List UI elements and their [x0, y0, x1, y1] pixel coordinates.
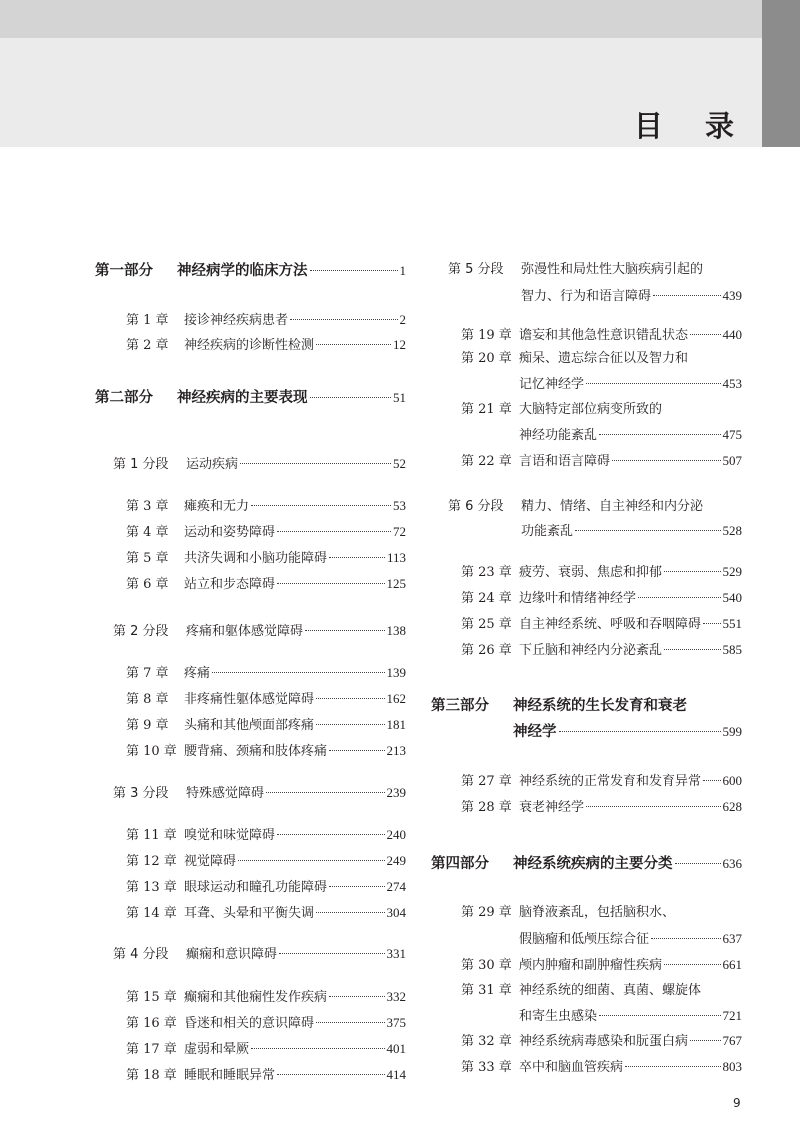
- chapter-entry: [126, 663, 406, 684]
- chapter-title: 自主神经系统、呼吸和吞咽障碍: [519, 617, 702, 632]
- chapter-entry: [461, 797, 742, 818]
- page-ref: 139: [386, 665, 406, 680]
- page-ref: 401: [386, 1041, 406, 1056]
- chapter-label: 第 31 章: [461, 983, 512, 998]
- part-entry: [95, 260, 406, 282]
- dot-leader: [240, 463, 391, 464]
- chapter-label: 第 1 章: [126, 313, 169, 328]
- page-number: 9: [733, 1096, 741, 1110]
- page-ref: 767: [722, 1033, 742, 1048]
- chapter-title: 眼球运动和瞳孔功能障碍: [184, 880, 328, 895]
- dot-leader: [277, 1074, 384, 1075]
- chapter-title: 神经系统的细菌、真菌、螺旋体: [519, 983, 702, 998]
- page-ref: 585: [722, 642, 742, 657]
- section-title: 精力、情绪、自主神经和内分泌: [521, 499, 704, 514]
- chapter-title: 耳聋、头晕和平衡失调: [184, 906, 315, 921]
- dot-leader: [279, 953, 384, 954]
- page-title: 目 录: [633, 109, 750, 143]
- page-ref: 721: [722, 1008, 742, 1023]
- chapter-entry: [519, 1006, 742, 1027]
- chapter-entry: [519, 929, 742, 950]
- chapter-entry: [461, 1057, 742, 1078]
- chapter-title: 神经功能紊乱: [519, 428, 598, 443]
- chapter-label: 第 22 章: [461, 454, 512, 469]
- dot-leader: [266, 792, 384, 793]
- page-ref: 600: [722, 773, 742, 788]
- chapter-title: 疼痛: [184, 666, 211, 681]
- section-entry: [113, 621, 406, 642]
- page-ref: 181: [386, 717, 406, 732]
- dot-leader: [664, 649, 720, 650]
- chapter-title: 神经疾病的诊断性检测: [184, 338, 315, 353]
- chapter-title: 和寄生虫感染: [519, 1009, 598, 1024]
- chapter-title: 言语和语言障碍: [519, 454, 611, 469]
- chapter-title: 神经系统的正常发育和发育异常: [519, 774, 702, 789]
- chapter-entry: [461, 981, 742, 1001]
- chapter-label: 第 10 章: [126, 744, 177, 759]
- chapter-entry: [126, 1065, 406, 1086]
- section-label: 第 2 分段: [113, 624, 169, 639]
- section-entry: [448, 497, 742, 517]
- chapter-entry: [126, 522, 406, 543]
- chapter-title: 疲劳、衰弱、焦虑和抑郁: [519, 565, 663, 580]
- page-ref: 12: [393, 337, 406, 352]
- section-entry: [113, 454, 406, 475]
- dot-leader: [277, 531, 391, 532]
- dot-leader: [329, 996, 384, 997]
- page-ref: 628: [722, 799, 742, 814]
- chapter-title: 癫痫和其他痫性发作疾病: [184, 990, 328, 1005]
- chapter-label: 第 14 章: [126, 906, 177, 921]
- page-ref: 540: [722, 590, 742, 605]
- dot-leader: [316, 698, 384, 699]
- chapter-title: 嗅觉和味觉障碍: [184, 828, 276, 843]
- chapter-entry: [461, 349, 742, 369]
- dot-leader: [310, 397, 392, 398]
- chapter-title: 颅内肿瘤和副肿瘤性疾病: [519, 958, 663, 973]
- chapter-entry: [126, 877, 406, 898]
- page-ref: 332: [386, 989, 406, 1004]
- chapter-title: 运动和姿势障碍: [184, 525, 276, 540]
- chapter-title: 假脑瘤和低颅压综合征: [519, 932, 650, 947]
- chapter-entry: [126, 689, 406, 710]
- chapter-label: 第 16 章: [126, 1016, 177, 1031]
- page-ref: 439: [722, 288, 742, 303]
- dot-leader: [329, 886, 384, 887]
- dot-leader: [290, 319, 397, 320]
- dot-leader: [599, 434, 720, 435]
- chapter-title: 站立和步态障碍: [184, 577, 276, 592]
- page-ref: 113: [386, 550, 406, 565]
- dot-leader: [316, 1022, 384, 1023]
- dot-leader: [238, 860, 384, 861]
- chapter-label: 第 33 章: [461, 1060, 512, 1075]
- page-ref: 414: [386, 1067, 406, 1082]
- chapter-label: 第 20 章: [461, 351, 512, 366]
- chapter-label: 第 8 章: [126, 692, 169, 707]
- page-ref: 551: [722, 616, 742, 631]
- chapter-label: 第 13 章: [126, 880, 177, 895]
- section-title: 弥漫性和局灶性大脑疾病引起的: [521, 262, 704, 277]
- chapter-label: 第 28 章: [461, 800, 512, 815]
- section-label: 第 4 分段: [113, 947, 169, 962]
- dot-leader: [664, 964, 720, 965]
- page-ref: 304: [386, 905, 406, 920]
- chapter-title: 接诊神经疾病患者: [184, 313, 289, 328]
- chapter-entry: [461, 562, 742, 583]
- section-title: 智力、行为和语言障碍: [521, 289, 652, 304]
- chapter-entry: [126, 496, 406, 517]
- chapter-title: 共济失调和小脑功能障碍: [184, 551, 328, 566]
- page-ref: 529: [722, 564, 742, 579]
- chapter-entry: [519, 425, 742, 446]
- chapter-entry: [126, 574, 406, 595]
- chapter-label: 第 26 章: [461, 643, 512, 658]
- page-ref: 475: [722, 427, 742, 442]
- part-entry: [513, 721, 742, 743]
- section-entry: [521, 286, 742, 307]
- page-ref: 240: [386, 827, 406, 842]
- part-title: 神经学: [513, 724, 557, 740]
- page-ref: 162: [386, 691, 406, 706]
- chapter-label: 第 24 章: [461, 591, 512, 606]
- dot-leader: [653, 295, 720, 296]
- part-label: 第二部分: [95, 390, 153, 406]
- chapter-label: 第 18 章: [126, 1068, 177, 1083]
- chapter-title: 睡眠和睡眠异常: [184, 1068, 276, 1083]
- dot-leader: [575, 530, 720, 531]
- chapter-entry: [126, 825, 406, 846]
- chapter-entry: [461, 903, 742, 923]
- chapter-title: 腰背痛、颈痛和肢体疼痛: [184, 744, 328, 759]
- chapter-title: 昏迷和相关的意识障碍: [184, 1016, 315, 1031]
- dot-leader: [329, 557, 385, 558]
- page-ref: 2: [399, 312, 406, 327]
- dot-leader: [316, 912, 384, 913]
- dot-leader: [586, 383, 720, 384]
- part-entry: [431, 695, 742, 717]
- chapter-label: 第 7 章: [126, 666, 169, 681]
- chapter-label: 第 4 章: [126, 525, 169, 540]
- chapter-title: 头痛和其他颅面部疼痛: [184, 718, 315, 733]
- part-label: 第四部分: [431, 856, 489, 872]
- chapter-title: 边缘叶和情绪神经学: [519, 591, 637, 606]
- chapter-label: 第 5 章: [126, 551, 169, 566]
- chapter-title: 痴呆、遗忘综合征以及智力和: [519, 351, 689, 366]
- page-ref: 331: [386, 946, 406, 961]
- page-ref: 239: [386, 785, 406, 800]
- chapter-entry: [461, 588, 742, 609]
- page-ref: 507: [722, 453, 742, 468]
- dot-leader: [675, 863, 721, 864]
- chapter-entry: [126, 741, 406, 762]
- chapter-entry: [461, 1031, 742, 1052]
- dot-leader: [277, 834, 384, 835]
- chapter-label: 第 2 章: [126, 338, 169, 353]
- section-title: 疼痛和躯体感觉障碍: [186, 624, 304, 639]
- dot-leader: [251, 505, 391, 506]
- dot-leader: [586, 806, 720, 807]
- dot-leader: [251, 1048, 384, 1049]
- chapter-title: 神经系统病毒感染和朊蛋白病: [519, 1034, 689, 1049]
- dot-leader: [316, 724, 384, 725]
- dot-leader: [212, 672, 384, 673]
- chapter-label: 第 27 章: [461, 774, 512, 789]
- chapter-entry: [461, 640, 742, 661]
- dot-leader: [625, 1066, 720, 1067]
- chapter-label: 第 12 章: [126, 854, 177, 869]
- section-title: 功能紊乱: [521, 524, 574, 539]
- chapter-entry: [461, 325, 742, 346]
- page-ref: 375: [386, 1015, 406, 1030]
- part-label: 第一部分: [95, 263, 153, 279]
- dot-leader: [277, 583, 384, 584]
- page-ref: 637: [722, 931, 742, 946]
- page-ref: 51: [393, 390, 406, 405]
- chapter-label: 第 3 章: [126, 499, 169, 514]
- chapter-title: 大脑特定部位病变所致的: [519, 402, 663, 417]
- chapter-entry: [519, 374, 742, 395]
- dot-leader: [664, 571, 720, 572]
- chapter-label: 第 25 章: [461, 617, 512, 632]
- chapter-title: 非疼痛性躯体感觉障碍: [184, 692, 315, 707]
- chapter-title: 视觉障碍: [184, 854, 237, 869]
- chapter-entry: [126, 335, 406, 356]
- page-ref: 528: [722, 523, 742, 538]
- page-ref: 1: [399, 263, 406, 278]
- chapter-entry: [461, 955, 742, 976]
- part-title: 神经系统疾病的主要分类: [513, 856, 673, 872]
- page-ref: 138: [386, 623, 406, 638]
- chapter-entry: [126, 715, 406, 736]
- page-ref: 72: [393, 524, 406, 539]
- dot-leader: [329, 750, 384, 751]
- section-label: 第 5 分段: [448, 262, 504, 277]
- chapter-label: 第 19 章: [461, 328, 512, 343]
- section-entry: [521, 521, 742, 542]
- page-ref: 453: [722, 376, 742, 391]
- chapter-entry: [461, 771, 742, 792]
- dot-leader: [612, 460, 720, 461]
- dot-leader: [310, 270, 398, 271]
- chapter-entry: [461, 400, 742, 420]
- chapter-entry: [126, 1013, 406, 1034]
- dot-leader: [559, 731, 721, 732]
- page-ref: 636: [722, 856, 742, 871]
- dot-leader: [703, 623, 720, 624]
- dot-leader: [305, 630, 384, 631]
- chapter-label: 第 11 章: [126, 828, 177, 843]
- chapter-entry: [126, 987, 406, 1008]
- chapter-entry: [126, 310, 406, 331]
- section-title: 癫痫和意识障碍: [186, 947, 278, 962]
- dot-leader: [690, 1040, 720, 1041]
- chapter-title: 卒中和脑血管疾病: [519, 1060, 624, 1075]
- chapter-label: 第 6 章: [126, 577, 169, 592]
- chapter-title: 记忆神经学: [519, 377, 585, 392]
- dot-leader: [316, 344, 391, 345]
- page-ref: 53: [393, 498, 406, 513]
- chapter-title: 下丘脑和神经内分泌紊乱: [519, 643, 663, 658]
- section-title: 特殊感觉障碍: [186, 786, 265, 801]
- chapter-label: 第 9 章: [126, 718, 169, 733]
- chapter-entry: [126, 903, 406, 924]
- section-entry: [448, 260, 742, 280]
- chapter-label: 第 21 章: [461, 402, 512, 417]
- chapter-entry: [126, 1039, 406, 1060]
- chapter-title: 谵妄和其他急性意识错乱状态: [519, 328, 689, 343]
- part-label: 第三部分: [431, 698, 489, 714]
- page-ref: 599: [722, 724, 742, 739]
- section-title: 运动疾病: [186, 457, 239, 472]
- dot-leader: [690, 334, 720, 335]
- part-title: 神经系统的生长发育和衰老: [513, 698, 687, 714]
- chapter-title: 脑脊液紊乱，包括脑积水、: [519, 905, 676, 920]
- page-ref: 52: [393, 456, 406, 471]
- chapter-entry: [461, 451, 742, 472]
- chapter-title: 瘫痪和无力: [184, 499, 250, 514]
- chapter-title: 衰老神经学: [519, 800, 585, 815]
- part-entry: [95, 387, 406, 409]
- chapter-title: 虚弱和晕厥: [184, 1042, 250, 1057]
- dot-leader: [638, 597, 720, 598]
- section-label: 第 6 分段: [448, 499, 504, 514]
- part-title: 神经病学的临床方法: [177, 263, 308, 279]
- chapter-label: 第 23 章: [461, 565, 512, 580]
- page-ref: 125: [386, 576, 406, 591]
- page-ref: 213: [386, 743, 406, 758]
- dot-leader: [703, 780, 720, 781]
- chapter-entry: [126, 851, 406, 872]
- part-title: 神经疾病的主要表现: [177, 390, 308, 406]
- section-entry: [113, 783, 406, 804]
- page-ref: 440: [722, 327, 742, 342]
- dot-leader: [651, 938, 720, 939]
- section-label: 第 1 分段: [113, 457, 169, 472]
- chapter-entry: [461, 614, 742, 635]
- page-ref: 803: [722, 1059, 742, 1074]
- page-ref: 661: [722, 957, 742, 972]
- page-ref: 249: [386, 853, 406, 868]
- chapter-label: 第 15 章: [126, 990, 177, 1005]
- page-ref: 274: [386, 879, 406, 894]
- section-label: 第 3 分段: [113, 786, 169, 801]
- dot-leader: [599, 1015, 720, 1016]
- chapter-label: 第 32 章: [461, 1034, 512, 1049]
- chapter-label: 第 29 章: [461, 905, 512, 920]
- part-entry: [431, 853, 742, 875]
- chapter-label: 第 17 章: [126, 1042, 177, 1057]
- chapter-label: 第 30 章: [461, 958, 512, 973]
- section-entry: [113, 944, 406, 965]
- chapter-entry: [126, 548, 406, 569]
